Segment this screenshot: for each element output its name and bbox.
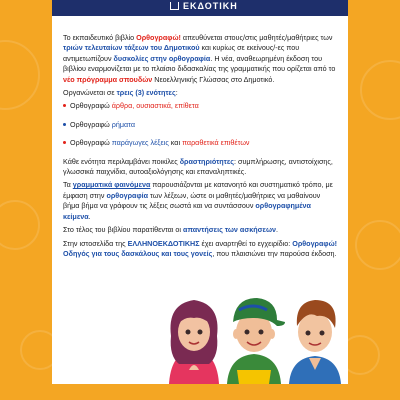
text: . Η νέα, αναθεωρημένη έκδοση του βιβλίου εναρμονίζεται με το πλαίσιο διδασκαλίας της γραμματικής που ορίζεται από το: [63, 53, 336, 74]
text: απευθύνεται στους/στις μαθητές/μαθήτριες των: [180, 33, 333, 42]
girl-character: [169, 300, 219, 384]
units-paragraph: [63, 88, 338, 98]
boy-character: [289, 300, 341, 384]
highlight-activities: δραστηριότητες: [179, 156, 235, 166]
publisher-mention: ΕΛΛΗΝΟΕΚΔΟΤΙΚΗΣ: [127, 238, 200, 248]
highlight-answers: απαντήσεις των ασκήσεων: [183, 225, 277, 235]
unit-topic: ρήματα: [111, 119, 136, 129]
text: και κυρίως σε εκείνους/-ες που αντιμετωπίζουν: [63, 43, 300, 63]
text: :: [175, 88, 178, 98]
publisher-logo-icon: [170, 2, 179, 10]
text: Ορθογραφώ: [70, 119, 112, 129]
intro-paragraph: [63, 33, 338, 85]
text: των λέξεων, ώστε οι μαθητές/μαθήτριες να μαθαίνουν βήμα βήμα να γράφουν τις λέξεις σωστά και να συντάσσουν: [63, 190, 321, 211]
publisher-name: ΕΚΔΟΤΙΚΗ: [183, 1, 238, 11]
header-bar: [52, 0, 348, 16]
highlight-program: νέο πρόγραμμα σπουδών: [63, 74, 153, 84]
back-cover-card: [52, 0, 348, 384]
highlight-phenomena: γραμματικά φαινόμενα: [72, 180, 151, 190]
unit-topic: παράγωγες λέξεις: [111, 138, 169, 148]
book-title: Ορθογραφώ!: [136, 33, 181, 42]
text: Οργανώνεται σε: [63, 88, 117, 98]
highlight-units-count: τρεις (3) ενότητες: [116, 88, 176, 98]
units-list: [63, 101, 338, 148]
text: : συμπλήρωσης, αντιστοίχισης, γλωσσικά παιχνίδια, αυτοαξιολόγησης και επαναληπτικές.: [63, 156, 333, 177]
text: Νεοελληνικής Γλώσσας στο Δημοτικό.: [152, 74, 275, 84]
highlight-difficulties: δυσκολίες στην ορθογραφία: [113, 53, 211, 63]
text: Στο τέλος του βιβλίου παρατίθενται οι: [63, 225, 184, 235]
text: παρουσιάζονται με κατανοητό και συστηματικό τρόπο, με έμφαση στην: [63, 180, 333, 200]
teacher-guide-title: Ορθογραφώ! Οδηγός για τους δασκάλους και τους γονείς: [63, 238, 338, 258]
text: Το εκπαιδευτικό βιβλίο: [63, 33, 137, 42]
text: , που πλαισιώνει την παρούσα έκδοση.: [212, 248, 337, 258]
text: Κάθε ενότητα περιλαμβάνει ποικίλες: [63, 156, 180, 166]
website-paragraph: [63, 239, 338, 260]
text: .: [88, 211, 91, 221]
description-text: [52, 16, 348, 259]
text: Στην ιστοσελίδα της: [63, 238, 128, 248]
text: έχει αναρτηθεί το εγχειρίδιο:: [199, 238, 293, 248]
text: Ορθογραφώ: [70, 138, 112, 148]
activities-paragraph: [63, 157, 338, 178]
unit-topic: άρθρα, ουσιαστικά, επίθετα: [111, 101, 199, 111]
list-item: [63, 120, 338, 130]
text: Ορθογραφώ: [70, 101, 112, 111]
phenomena-paragraph: [63, 180, 338, 222]
boy-with-cap-character: [227, 298, 285, 384]
list-item: [63, 138, 338, 148]
highlight-texts: ορθογραφημένα κείμενα: [63, 201, 311, 221]
unit-topic: παραθετικά επιθέτων: [182, 138, 250, 148]
highlight-classes: τριών τελευταίων τάξεων του Δημοτικού: [63, 43, 200, 53]
text: και: [168, 138, 183, 148]
text: Τα: [63, 180, 73, 190]
list-item: [63, 101, 338, 111]
highlight-spelling: ορθογραφία: [106, 190, 149, 200]
characters-illustration: [149, 274, 348, 384]
text: .: [276, 225, 279, 235]
answers-paragraph: [63, 225, 338, 235]
